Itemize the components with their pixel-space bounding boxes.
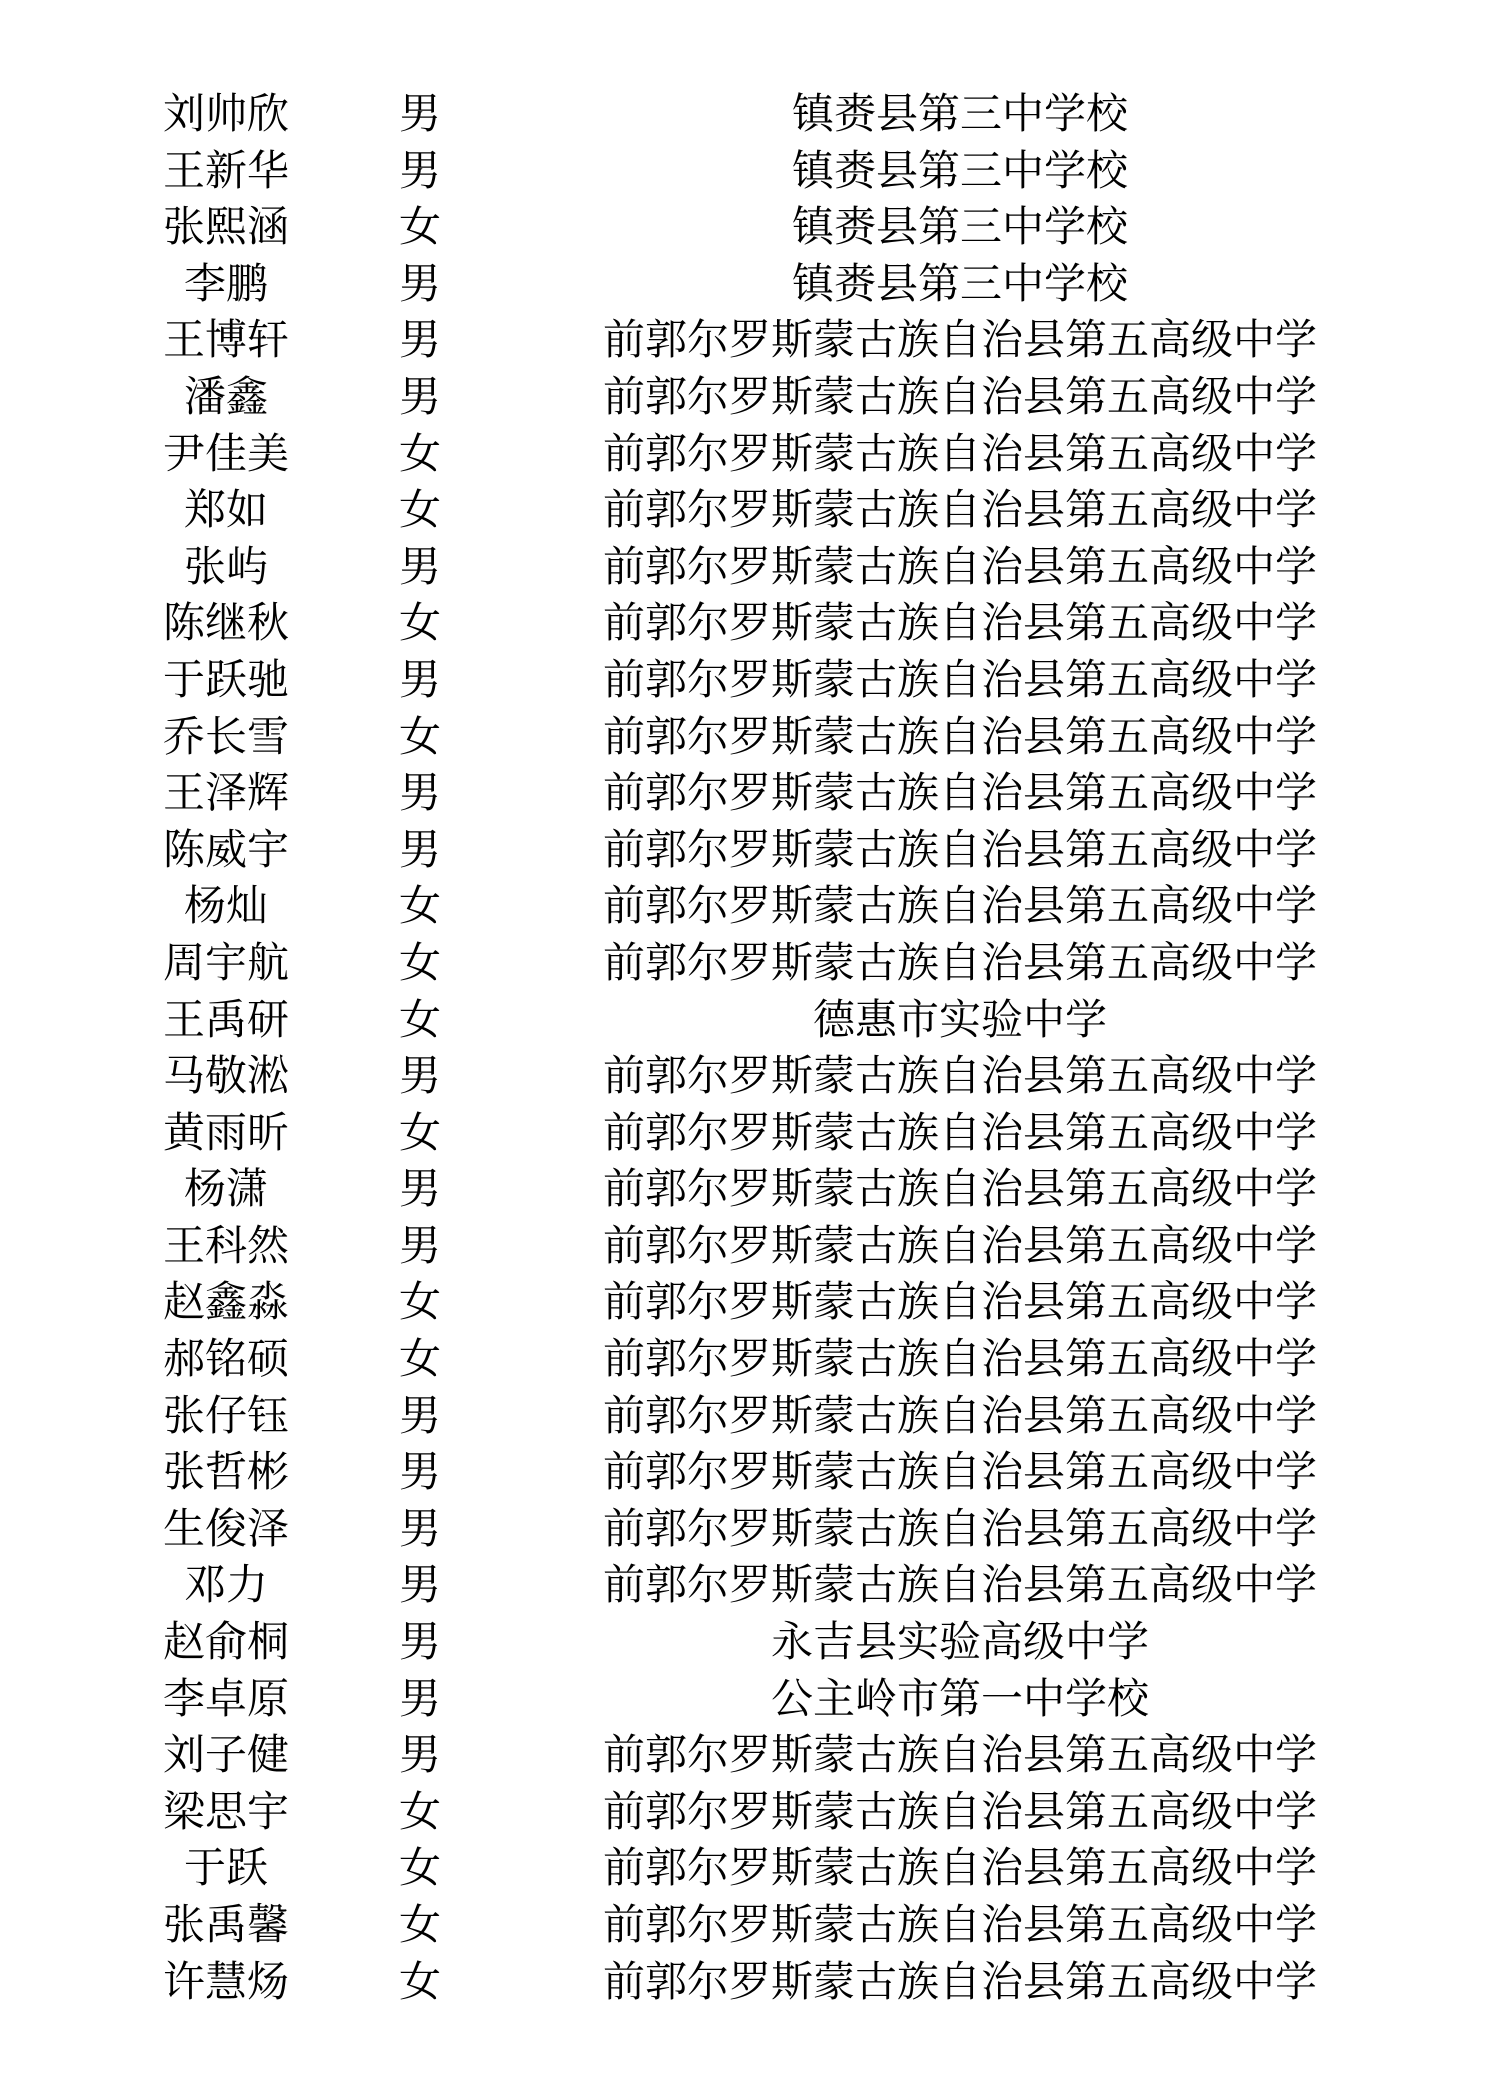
student-gender: 女 bbox=[398, 937, 441, 987]
student-gender: 男 bbox=[398, 824, 441, 874]
student-name: 郝铭硕 bbox=[162, 1334, 289, 1384]
table-row bbox=[0, 1161, 1496, 1218]
student-name: 梁思宇 bbox=[162, 1786, 289, 1836]
student-school: 前郭尔罗斯蒙古族自治县第五高级中学 bbox=[602, 541, 1317, 591]
student-name: 于跃驰 bbox=[162, 654, 289, 704]
student-name: 邓力 bbox=[183, 1560, 268, 1610]
student-gender: 男 bbox=[398, 1051, 441, 1101]
student-gender: 男 bbox=[398, 768, 441, 818]
student-school: 前郭尔罗斯蒙古族自治县第五高级中学 bbox=[602, 1390, 1317, 1440]
student-name: 张哲彬 bbox=[162, 1447, 289, 1497]
table-row bbox=[0, 312, 1496, 369]
student-name: 王博轩 bbox=[162, 315, 289, 365]
table-row bbox=[0, 1501, 1496, 1558]
student-gender: 女 bbox=[398, 1786, 441, 1836]
student-name: 王禹研 bbox=[162, 994, 289, 1044]
table-row bbox=[0, 992, 1496, 1049]
student-name: 陈威宇 bbox=[162, 824, 289, 874]
student-name: 乔长雪 bbox=[162, 711, 289, 761]
student-gender: 男 bbox=[398, 315, 441, 365]
student-name: 张仔钰 bbox=[162, 1390, 289, 1440]
student-name: 王新华 bbox=[162, 145, 289, 195]
student-name: 李鹏 bbox=[183, 258, 268, 308]
student-gender: 女 bbox=[398, 202, 441, 252]
table-row bbox=[0, 1388, 1496, 1445]
table-row bbox=[0, 1784, 1496, 1841]
table-row bbox=[0, 1557, 1496, 1614]
table-row bbox=[0, 1954, 1496, 2011]
student-gender: 女 bbox=[398, 1843, 441, 1893]
student-school: 前郭尔罗斯蒙古族自治县第五高级中学 bbox=[602, 1786, 1317, 1836]
student-name: 潘鑫 bbox=[183, 371, 268, 421]
student-school: 前郭尔罗斯蒙古族自治县第五高级中学 bbox=[602, 1843, 1317, 1893]
student-school: 前郭尔罗斯蒙古族自治县第五高级中学 bbox=[602, 937, 1317, 987]
table-row bbox=[0, 935, 1496, 992]
table-row bbox=[0, 539, 1496, 596]
student-school: 前郭尔罗斯蒙古族自治县第五高级中学 bbox=[602, 1956, 1317, 2006]
student-name: 许慧炀 bbox=[162, 1956, 289, 2006]
student-gender: 男 bbox=[398, 1390, 441, 1440]
student-school: 前郭尔罗斯蒙古族自治县第五高级中学 bbox=[602, 711, 1317, 761]
student-school: 前郭尔罗斯蒙古族自治县第五高级中学 bbox=[602, 1730, 1317, 1780]
student-gender: 男 bbox=[398, 1617, 441, 1667]
table-row bbox=[0, 822, 1496, 879]
student-gender: 男 bbox=[398, 145, 441, 195]
student-gender: 女 bbox=[398, 711, 441, 761]
student-gender: 男 bbox=[398, 1164, 441, 1214]
student-school: 永吉县实验高级中学 bbox=[770, 1617, 1149, 1667]
student-name: 杨灿 bbox=[183, 881, 268, 931]
student-name: 郑如 bbox=[183, 485, 268, 535]
table-row bbox=[0, 426, 1496, 483]
table-row bbox=[0, 143, 1496, 200]
table-row bbox=[0, 1614, 1496, 1671]
table-row bbox=[0, 86, 1496, 143]
table-row bbox=[0, 652, 1496, 709]
student-school: 前郭尔罗斯蒙古族自治县第五高级中学 bbox=[602, 1220, 1317, 1270]
student-school: 镇赉县第三中学校 bbox=[791, 258, 1128, 308]
student-name: 赵鑫淼 bbox=[162, 1277, 289, 1327]
table-row bbox=[0, 199, 1496, 256]
student-name: 生俊泽 bbox=[162, 1503, 289, 1553]
student-name: 陈继秋 bbox=[162, 598, 289, 648]
student-name: 张禹馨 bbox=[162, 1900, 289, 1949]
student-gender: 男 bbox=[398, 1673, 441, 1723]
table-row bbox=[0, 1274, 1496, 1331]
table-row bbox=[0, 709, 1496, 766]
student-gender: 男 bbox=[398, 1560, 441, 1610]
student-gender: 男 bbox=[398, 371, 441, 421]
student-school: 镇赉县第三中学校 bbox=[791, 145, 1128, 195]
student-school: 前郭尔罗斯蒙古族自治县第五高级中学 bbox=[602, 1900, 1317, 1949]
student-name: 王泽辉 bbox=[162, 768, 289, 818]
table-row bbox=[0, 1218, 1496, 1275]
student-school: 前郭尔罗斯蒙古族自治县第五高级中学 bbox=[602, 485, 1317, 535]
student-gender: 女 bbox=[398, 598, 441, 648]
student-gender: 女 bbox=[398, 1900, 441, 1949]
student-gender: 男 bbox=[398, 541, 441, 591]
table-row bbox=[0, 482, 1496, 539]
student-gender: 男 bbox=[398, 1447, 441, 1497]
student-gender: 男 bbox=[398, 654, 441, 704]
student-name: 周宇航 bbox=[162, 937, 289, 987]
student-school: 前郭尔罗斯蒙古族自治县第五高级中学 bbox=[602, 428, 1317, 478]
student-school: 前郭尔罗斯蒙古族自治县第五高级中学 bbox=[602, 1560, 1317, 1610]
table-row bbox=[0, 1897, 1496, 1954]
table-row bbox=[0, 1331, 1496, 1388]
student-name: 张熙涵 bbox=[162, 202, 289, 252]
student-school: 前郭尔罗斯蒙古族自治县第五高级中学 bbox=[602, 1503, 1317, 1553]
student-name: 杨潇 bbox=[183, 1164, 268, 1214]
student-name: 马敬淞 bbox=[162, 1051, 289, 1101]
student-roster bbox=[0, 86, 1496, 2010]
student-name: 赵俞桐 bbox=[162, 1617, 289, 1667]
student-school: 前郭尔罗斯蒙古族自治县第五高级中学 bbox=[602, 881, 1317, 931]
student-name: 刘子健 bbox=[162, 1730, 289, 1780]
student-gender: 男 bbox=[398, 89, 441, 138]
table-row bbox=[0, 1671, 1496, 1728]
table-row bbox=[0, 765, 1496, 822]
student-school: 前郭尔罗斯蒙古族自治县第五高级中学 bbox=[602, 654, 1317, 704]
student-gender: 女 bbox=[398, 1107, 441, 1157]
table-row bbox=[0, 1840, 1496, 1897]
student-gender: 女 bbox=[398, 1956, 441, 2006]
student-gender: 女 bbox=[398, 1277, 441, 1327]
student-name: 黄雨昕 bbox=[162, 1107, 289, 1157]
table-row bbox=[0, 256, 1496, 313]
student-name: 刘帅欣 bbox=[162, 89, 289, 138]
student-gender: 女 bbox=[398, 428, 441, 478]
student-gender: 男 bbox=[398, 1220, 441, 1270]
student-school: 镇赉县第三中学校 bbox=[791, 89, 1128, 138]
student-gender: 男 bbox=[398, 258, 441, 308]
student-gender: 男 bbox=[398, 1730, 441, 1780]
table-row bbox=[0, 1727, 1496, 1784]
student-name: 尹佳美 bbox=[162, 428, 289, 478]
table-row bbox=[0, 1444, 1496, 1501]
table-row bbox=[0, 1105, 1496, 1162]
student-name: 王科然 bbox=[162, 1220, 289, 1270]
student-gender: 女 bbox=[398, 994, 441, 1044]
table-row bbox=[0, 1048, 1496, 1105]
student-school: 前郭尔罗斯蒙古族自治县第五高级中学 bbox=[602, 371, 1317, 421]
student-school: 镇赉县第三中学校 bbox=[791, 202, 1128, 252]
table-row bbox=[0, 878, 1496, 935]
student-school: 前郭尔罗斯蒙古族自治县第五高级中学 bbox=[602, 315, 1317, 365]
student-school: 前郭尔罗斯蒙古族自治县第五高级中学 bbox=[602, 1277, 1317, 1327]
student-school: 前郭尔罗斯蒙古族自治县第五高级中学 bbox=[602, 1051, 1317, 1101]
student-school: 前郭尔罗斯蒙古族自治县第五高级中学 bbox=[602, 768, 1317, 818]
table-row bbox=[0, 369, 1496, 426]
student-gender: 女 bbox=[398, 881, 441, 931]
table-row bbox=[0, 595, 1496, 652]
student-name: 于跃 bbox=[183, 1843, 268, 1893]
student-name: 张屿 bbox=[183, 541, 268, 591]
student-gender: 女 bbox=[398, 1334, 441, 1384]
student-gender: 女 bbox=[398, 485, 441, 535]
student-school: 前郭尔罗斯蒙古族自治县第五高级中学 bbox=[602, 824, 1317, 874]
student-gender: 男 bbox=[398, 1503, 441, 1553]
student-school: 前郭尔罗斯蒙古族自治县第五高级中学 bbox=[602, 1447, 1317, 1497]
student-school: 公主岭市第一中学校 bbox=[770, 1673, 1149, 1723]
student-school: 德惠市实验中学 bbox=[812, 994, 1107, 1044]
student-school: 前郭尔罗斯蒙古族自治县第五高级中学 bbox=[602, 598, 1317, 648]
student-school: 前郭尔罗斯蒙古族自治县第五高级中学 bbox=[602, 1334, 1317, 1384]
student-school: 前郭尔罗斯蒙古族自治县第五高级中学 bbox=[602, 1107, 1317, 1157]
student-school: 前郭尔罗斯蒙古族自治县第五高级中学 bbox=[602, 1164, 1317, 1214]
student-name: 李卓原 bbox=[162, 1673, 289, 1723]
